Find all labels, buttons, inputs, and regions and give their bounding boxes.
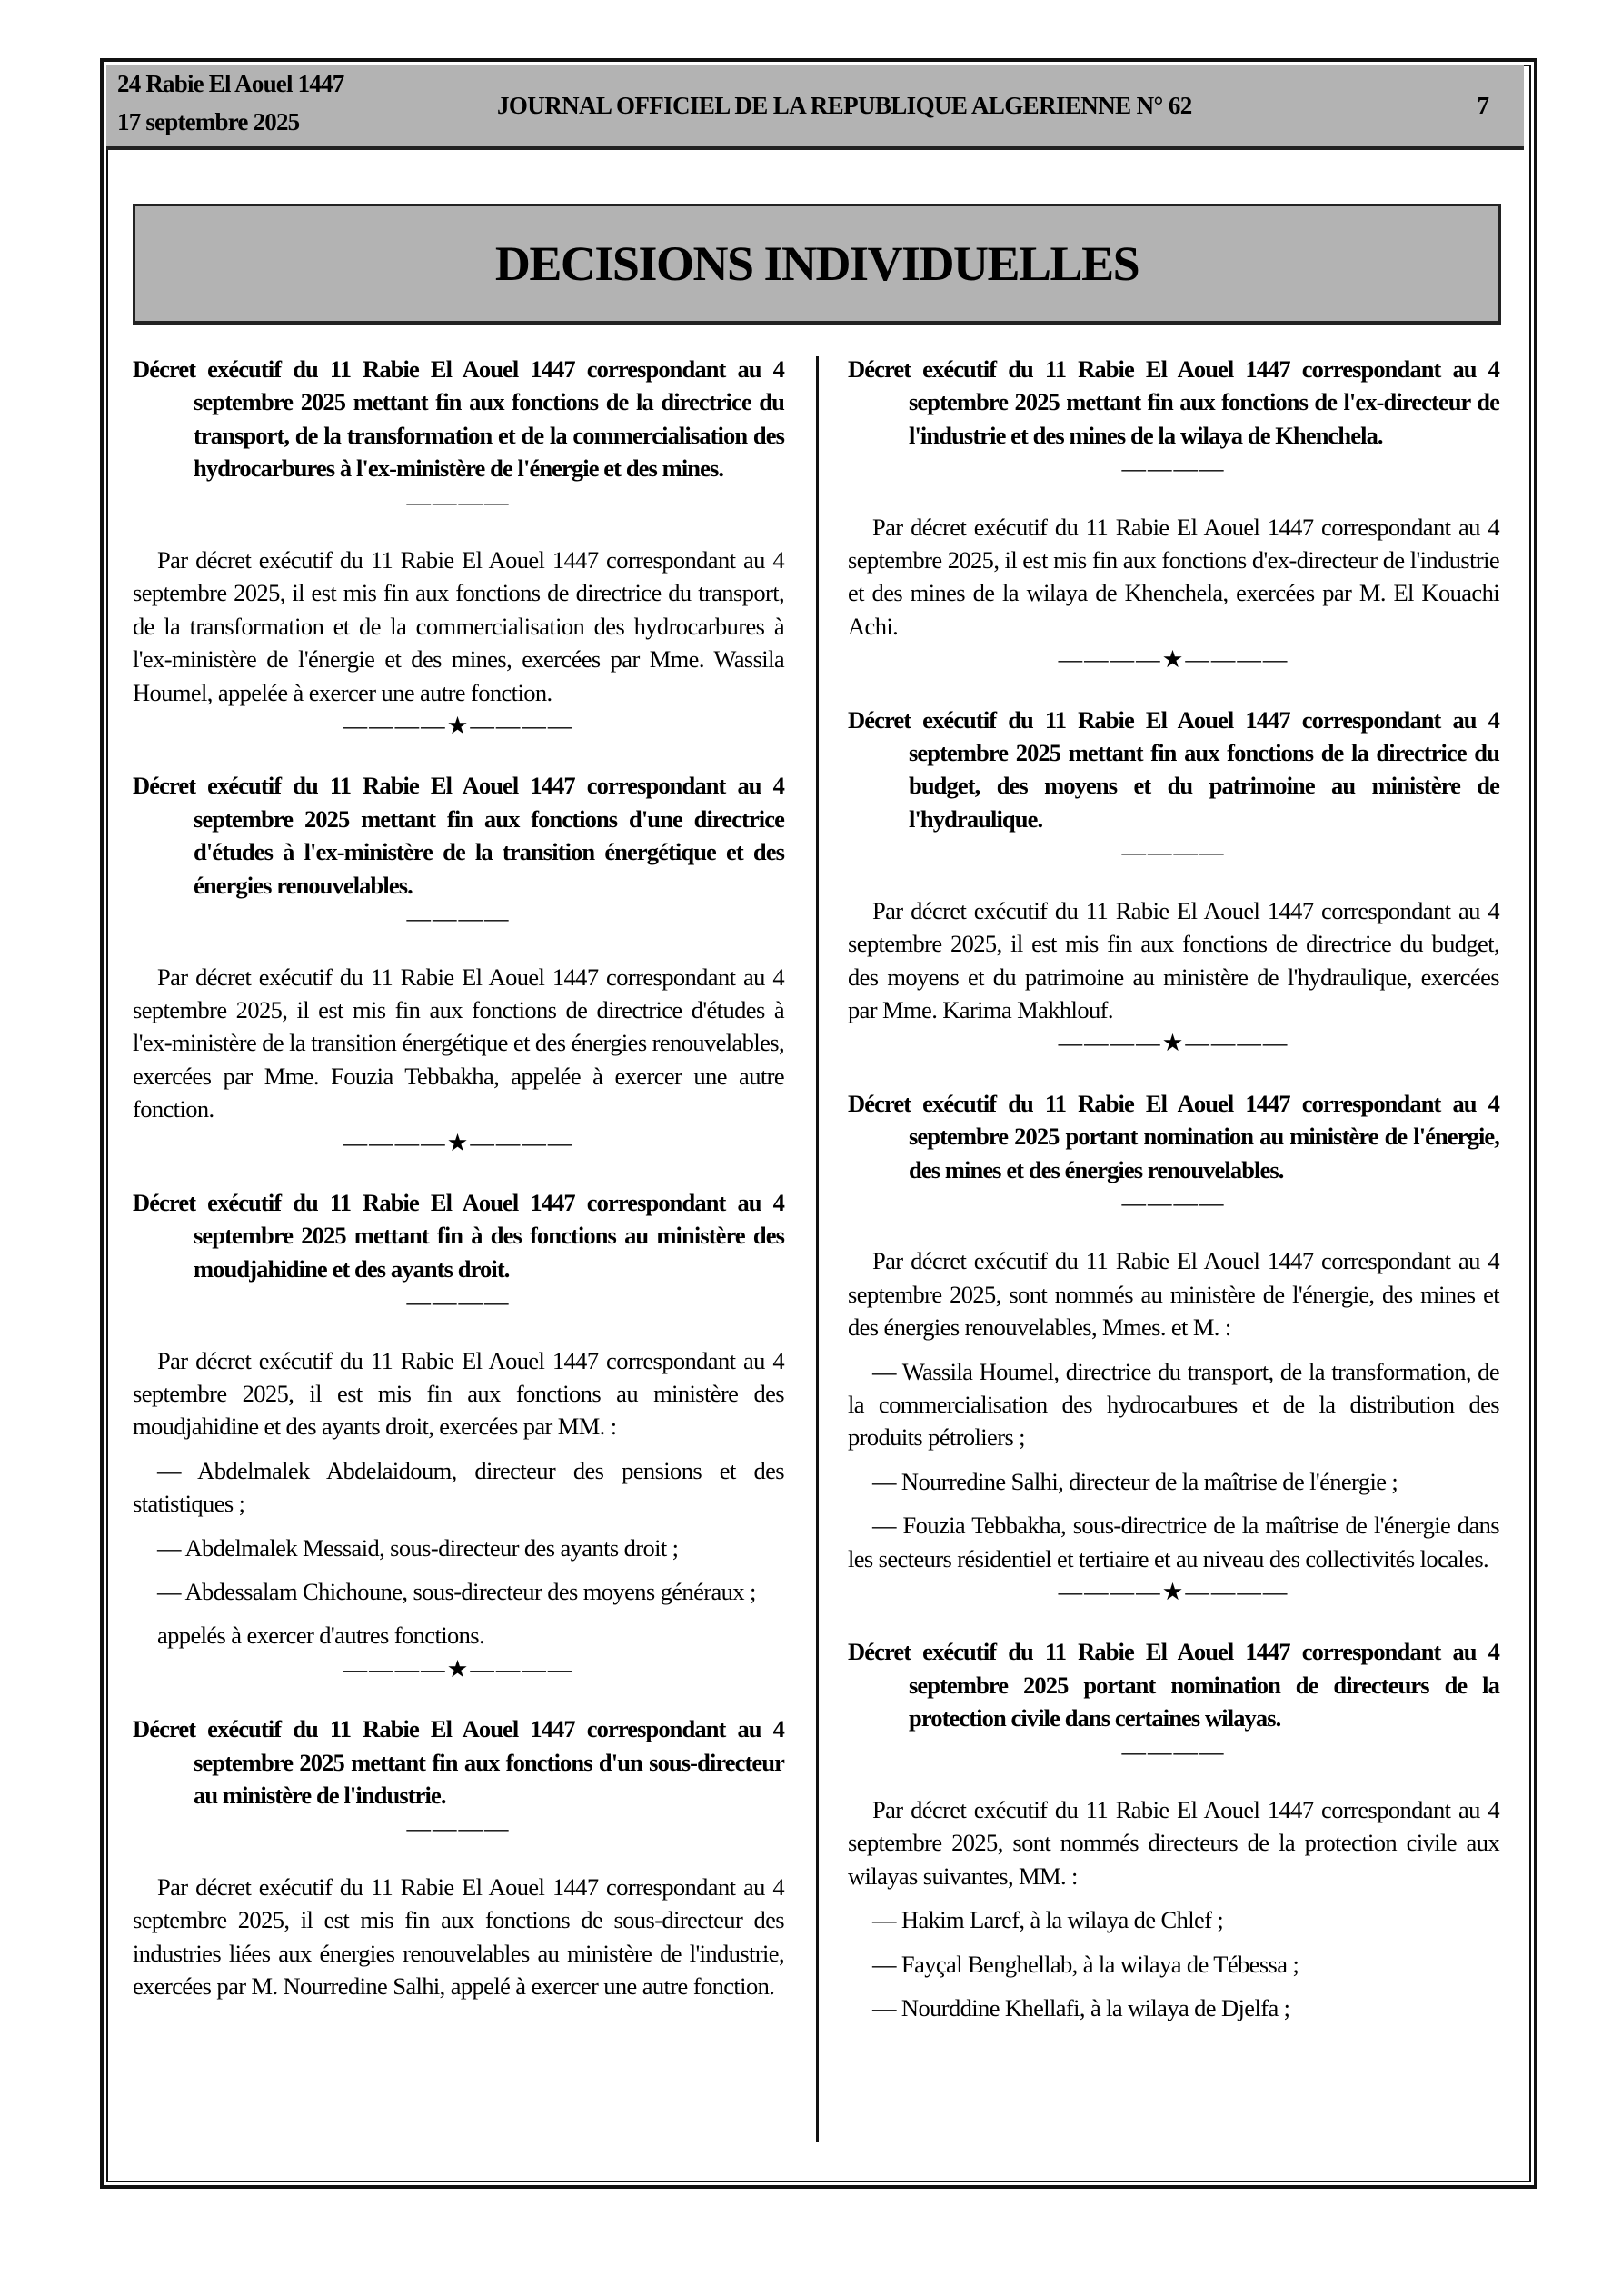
decree-body: Par décret exécutif du 11 Rabie El Aouel 1447 correspondant au 4 septembre 2025, il est mis fin aux fonctions de directrice du budget, des moyens et du patrimoine au ministère de l'hydraulique, exercées par Mme. Karima Makhlouf. xyxy=(848,896,1499,1023)
decree-body: Par décret exécutif du 11 Rabie El Aouel 1447 correspondant au 4 septembre 2025, il est mis fin aux fonctions de directrice du transport, de la transformation et de la commercialisation des hydrocarbures à l'ex-ministère de l'énergie et des mines, exercées par Mme. Wassila Houmel, appelée à exercer une autre fonction. xyxy=(133,546,784,706)
section-title-box xyxy=(133,204,1501,325)
short-separator: ———— xyxy=(406,1288,511,1316)
page-number: 7 xyxy=(1477,92,1489,119)
short-separator: ———— xyxy=(406,904,511,933)
journal-title: JOURNAL OFFICIEL DE LA REPUBLIQUE ALGERIENNE N° 62 xyxy=(497,92,1192,119)
decree-list-item: — Abdessalam Chichoune, sous-directeur des moyens généraux ; xyxy=(157,1578,756,1605)
short-separator: ———— xyxy=(406,1814,511,1842)
decree-body: Par décret exécutif du 11 Rabie El Aouel 1447 correspondant au 4 septembre 2025, il est mis fin aux fonctions au ministère des moudjahidine et des ayants droit, exercées par MM. : xyxy=(133,1346,784,1441)
decree-article xyxy=(848,353,1499,676)
page-header xyxy=(106,65,1524,150)
star-separator: ————★———— xyxy=(1058,1578,1289,1605)
decree-closing: appelés à exercer d'autres fonctions. xyxy=(157,1622,485,1650)
decree-heading: Décret exécutif du 11 Rabie El Aouel 1447 correspondant au 4 septembre 2025 mettant fin aux fonctions d'une directrice d'études à l'ex-ministère de la transition énergétique et des énergies renouvelables. xyxy=(133,772,784,899)
star-separator: ————★———— xyxy=(343,1654,574,1682)
decree-heading: Décret exécutif du 11 Rabie El Aouel 1447 correspondant au 4 septembre 2025 mettant fin aux fonctions de la directrice du budget, des moyens et du patrimoine au ministère de l'hydraulique. xyxy=(848,705,1499,833)
star-separator: ————★———— xyxy=(1058,1029,1289,1057)
decree-article xyxy=(133,769,784,1158)
decree-list-item: — Nourredine Salhi, directeur de la maîtrise de l'énergie ; xyxy=(872,1467,1398,1495)
header-date-gregorian: 17 septembre 2025 xyxy=(117,108,300,135)
decree-heading: Décret exécutif du 11 Rabie El Aouel 1447 correspondant au 4 septembre 2025 mettant fin aux fonctions d'un sous-directeur au ministère de l'industrie. xyxy=(133,1715,784,1810)
star-separator: ————★———— xyxy=(343,1128,574,1156)
header-date-hijri: 24 Rabie El Aouel 1447 xyxy=(117,70,344,97)
decree-list-item: — Hakim Laref, à la wilaya de Chlef ; xyxy=(872,1906,1224,1934)
decree-body: Par décret exécutif du 11 Rabie El Aouel 1447 correspondant au 4 septembre 2025, sont nommés au ministère de l'énergie, des mines et des énergies renouvelables, Mmes. et M. : xyxy=(848,1247,1499,1342)
decree-list-item: — Fouzia Tebbakha, sous-directrice de la maîtrise de l'énergie dans les secteurs résidentiel et tertiaire et au niveau des collectivités locales. xyxy=(848,1512,1499,1572)
decree-body: Par décret exécutif du 11 Rabie El Aouel 1447 correspondant au 4 septembre 2025, sont nommés directeurs de la protection civile aux wilayas suivantes, MM. : xyxy=(848,1796,1499,1890)
decree-article xyxy=(133,1712,784,2002)
decree-body: Par décret exécutif du 11 Rabie El Aouel 1447 correspondant au 4 septembre 2025, il est mis fin aux fonctions de sous-directeur des industries liées aux énergies renouvelables au ministère de l'industrie, exercées par M. Nourredine Salhi, appelé à exercer une autre fonction. xyxy=(133,1872,784,2001)
short-separator: ———— xyxy=(1121,838,1226,866)
decree-list-item: — Abdelmalek Messaid, sous-directeur des ayants droit ; xyxy=(157,1533,679,1562)
decree-list-item: — Fayçal Benghellab, à la wilaya de Tébessa ; xyxy=(872,1950,1299,1978)
short-separator: ———— xyxy=(1121,1737,1226,1765)
decree-heading: Décret exécutif du 11 Rabie El Aouel 1447 correspondant au 4 septembre 2025 mettant fin à des fonctions au ministère des moudjahidine et des ayants droit. xyxy=(133,1188,784,1283)
decree-body: Par décret exécutif du 11 Rabie El Aouel 1447 correspondant au 4 septembre 2025, il est mis fin aux fonctions de directrice d'études à l'ex-ministère de la transition énergétique et des énergies renouvelables, exercées par Mme. Fouzia Tebbakha, appelée à exercer une autre fonction. xyxy=(133,963,784,1123)
decree-heading: Décret exécutif du 11 Rabie El Aouel 1447 correspondant au 4 septembre 2025 mettant fin aux fonctions de l'ex-directeur de l'industrie et des mines de la wilaya de Khenchela. xyxy=(848,355,1499,449)
section-title: DECISIONS INDIVIDUELLES xyxy=(494,236,1139,291)
short-separator: ———— xyxy=(1121,1188,1226,1216)
decree-article xyxy=(133,353,784,742)
star-separator: ————★———— xyxy=(1058,645,1289,674)
decree-article xyxy=(848,1635,1499,2024)
right-column xyxy=(848,353,1499,2024)
decree-article xyxy=(848,704,1499,1060)
decree-list-item: — Wassila Houmel, directrice du transport, de la transformation, de la commercialisation des hydrocarbures et de la distribution des produits pétroliers ; xyxy=(848,1357,1499,1452)
left-column xyxy=(133,353,784,2002)
decree-heading: Décret exécutif du 11 Rabie El Aouel 1447 correspondant au 4 septembre 2025 portant nomination au ministère de l'énergie, des mines et des énergies renouvelables. xyxy=(848,1089,1499,1183)
decree-list-item: — Nourddine Khellafi, à la wilaya de Djelfa ; xyxy=(872,1994,1290,2022)
decree-heading: Décret exécutif du 11 Rabie El Aouel 1447 correspondant au 4 septembre 2025 mettant fin aux fonctions de la directrice du transport, de la transformation et de la commercialisation des hydrocarbures à l'ex-ministère de l'énergie et des mines. xyxy=(133,355,784,483)
decree-article xyxy=(848,1087,1499,1609)
decree-article xyxy=(133,1186,784,1685)
short-separator: ———— xyxy=(406,487,511,515)
column-divider xyxy=(816,356,819,2142)
star-separator: ————★———— xyxy=(343,712,574,740)
decree-heading: Décret exécutif du 11 Rabie El Aouel 1447 correspondant au 4 septembre 2025 portant nomination de directeurs de la protection civile dans certaines wilayas. xyxy=(848,1638,1499,1732)
decree-list-item: — Abdelmalek Abdelaidoum, directeur des pensions et des statistiques ; xyxy=(133,1456,784,1518)
short-separator: ———— xyxy=(1121,454,1226,483)
decree-body: Par décret exécutif du 11 Rabie El Aouel 1447 correspondant au 4 septembre 2025, il est mis fin aux fonctions d'ex-directeur de l'industrie et des mines de la wilaya de Khenchela, exercées par M. El Kouachi Achi. xyxy=(848,513,1499,640)
